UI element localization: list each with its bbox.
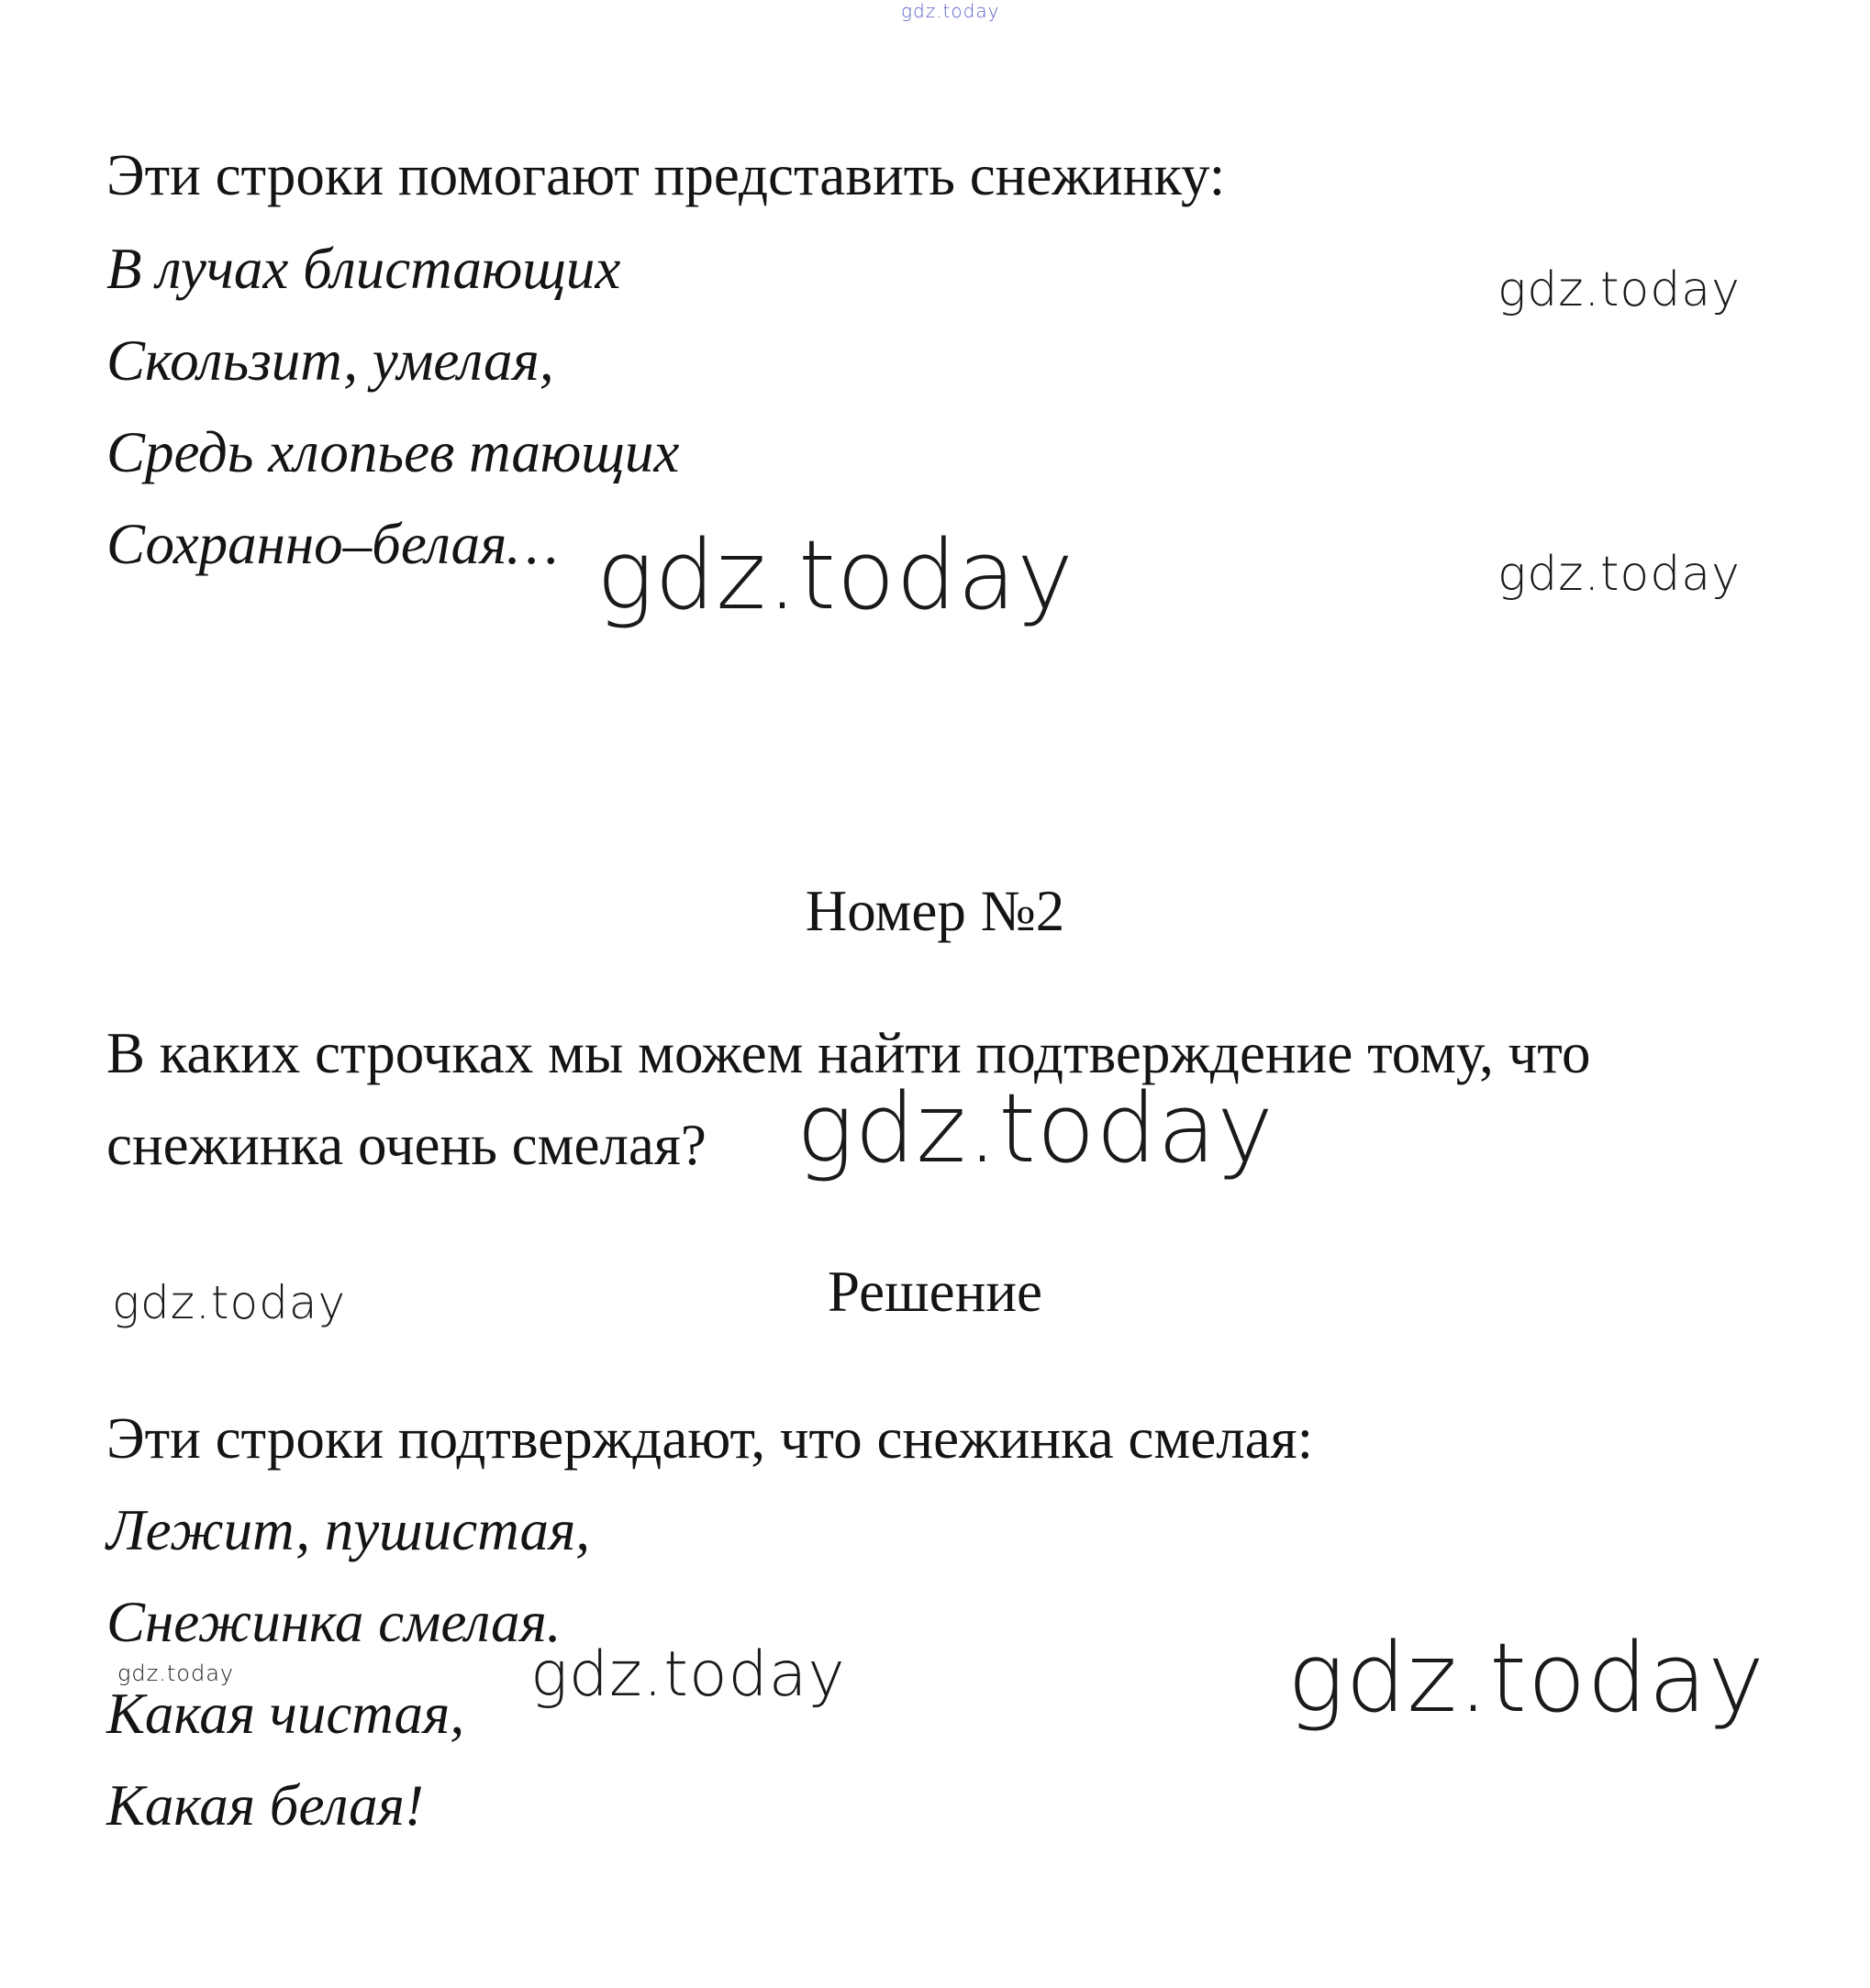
poem2-line-4: Какая белая! xyxy=(106,1773,424,1838)
watermark-large-3: gdz.today xyxy=(1287,1622,1765,1734)
watermark-right-middle: gdz.today xyxy=(1497,547,1741,602)
poem1-line-4: Сохранно–белая… xyxy=(106,512,559,576)
question-line-1: В каких строчках мы можем найти подтверждение тому, что xyxy=(106,1021,1591,1085)
poem2-line-2: Снежинка смелая. xyxy=(106,1590,562,1654)
poem1-line-3: Средь хлопьев тающих xyxy=(106,420,680,484)
poem2-line-1: Лежит, пушистая, xyxy=(106,1498,591,1562)
watermark-top: gdz.today xyxy=(901,0,1000,22)
poem2-line-3: Какая чистая, xyxy=(106,1682,465,1746)
poem1-line-2: Скользит, умелая, xyxy=(106,328,554,393)
watermark-small: gdz.today xyxy=(117,1660,235,1686)
exercise-heading: Номер №2 xyxy=(805,879,1065,943)
question-line-2: снежинка очень смелая? xyxy=(106,1113,707,1177)
watermark-large-2: gdz.today xyxy=(796,1072,1274,1184)
watermark-right-upper: gdz.today xyxy=(1497,262,1741,317)
answer-intro: Эти строки подтверждают, что снежинка смелая: xyxy=(106,1406,1314,1471)
solution-heading: Решение xyxy=(827,1260,1043,1324)
section1-intro: Эти строки помогают представить снежинку: xyxy=(106,143,1226,207)
watermark-large-1: gdz.today xyxy=(596,519,1074,631)
watermark-center-lower: gdz.today xyxy=(530,1638,846,1711)
watermark-left: gdz.today xyxy=(112,1276,347,1329)
poem1-line-1: В лучах блистающих xyxy=(106,237,621,301)
